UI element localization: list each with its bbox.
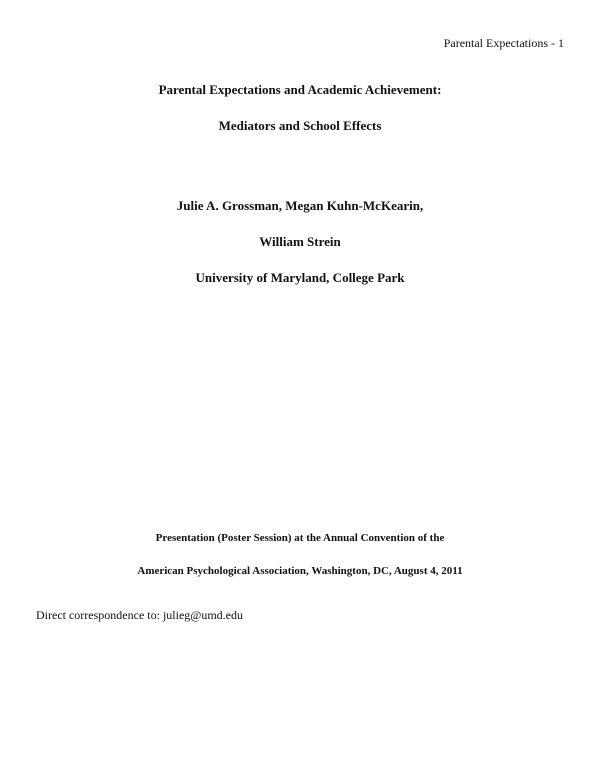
running-head: Parental Expectations - 1 <box>443 36 564 50</box>
authors-line-2: William Strein <box>259 234 341 249</box>
correspondence-note: Direct correspondence to: julieg@umd.edu <box>36 608 243 622</box>
paper-title-line-2: Mediators and School Effects <box>218 118 382 133</box>
authors-line-1: Julie A. Grossman, Megan Kuhn-McKearin, <box>176 198 424 213</box>
paper-title-line-1: Parental Expectations and Academic Achievement: <box>158 82 442 97</box>
presentation-line-2: American Psychological Association, Washington, DC, August 4, 2011 <box>137 565 463 577</box>
affiliation: University of Maryland, College Park <box>195 270 405 285</box>
presentation-line-1: Presentation (Poster Session) at the Annual Convention of the <box>155 532 445 544</box>
